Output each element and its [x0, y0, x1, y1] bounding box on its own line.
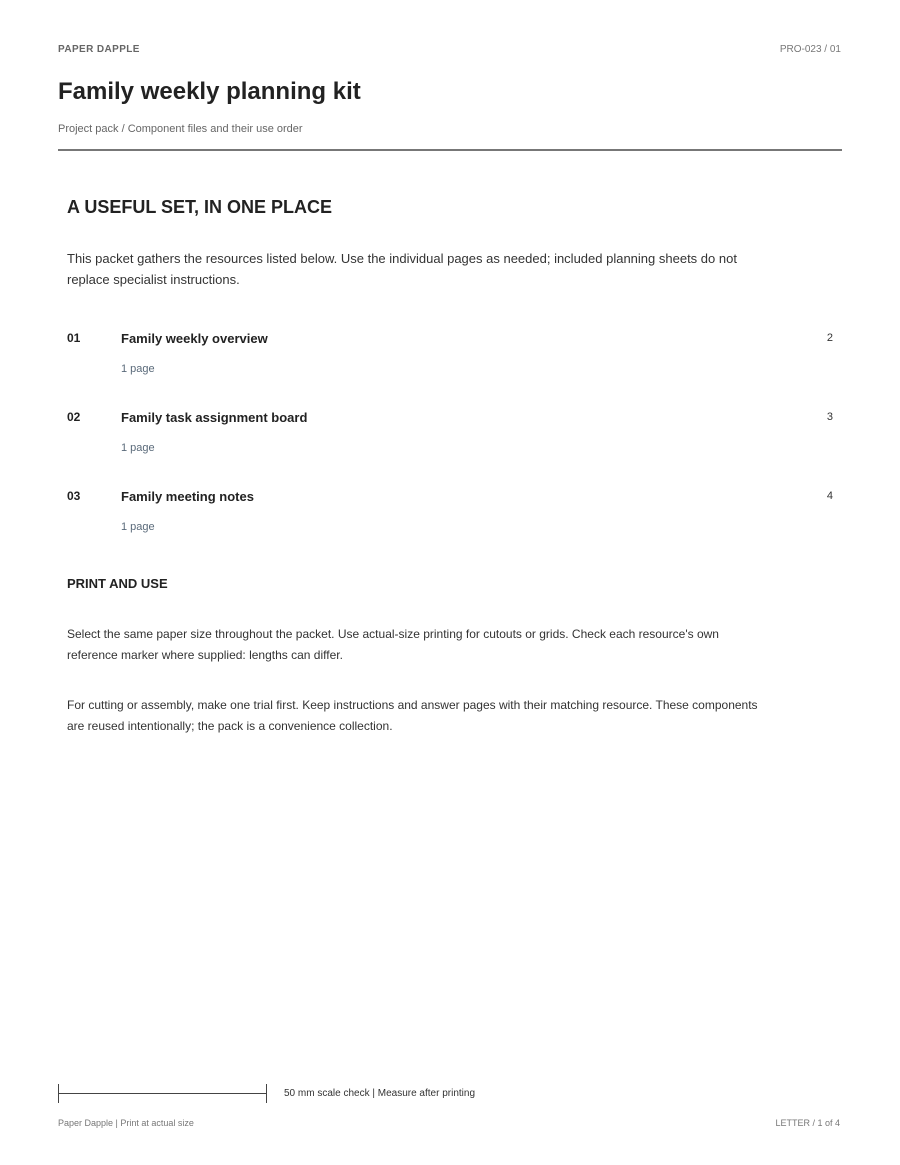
scale-tick-start: [58, 1084, 59, 1103]
page-subtitle: Project pack / Component files and their use order: [58, 123, 303, 135]
component-number: 01: [67, 331, 81, 345]
component-item: [67, 487, 833, 566]
component-number: 02: [67, 410, 81, 424]
brand-name: PAPER DAPPLE: [58, 44, 140, 55]
scale-check-caption: 50 mm scale check | Measure after printing: [284, 1088, 476, 1099]
scale-tick-end: [266, 1084, 267, 1103]
header-divider: [58, 149, 842, 151]
component-item: [67, 408, 833, 487]
component-name: Family meeting notes: [121, 489, 254, 504]
page-title: Family weekly planning kit: [58, 78, 361, 105]
scale-line: [58, 1093, 267, 1094]
component-page-number: 2: [826, 332, 833, 344]
component-name: Family weekly overview: [121, 331, 268, 346]
component-list: [67, 329, 833, 566]
component-page-number: 3: [826, 411, 833, 423]
print-use-heading: PRINT AND USE: [67, 576, 168, 591]
component-page-count: 1 page: [121, 363, 155, 375]
component-page-count: 1 page: [121, 442, 155, 454]
assembly-paragraph: For cutting or assembly, make one trial first. Keep instructions and answer pages with their matching resource. These components are reused intentionally; the pack is a convenience collection.: [67, 698, 758, 733]
document-code: PRO-023 / 01: [779, 44, 841, 55]
component-name: Family task assignment board: [121, 410, 308, 425]
component-number: 03: [67, 489, 81, 503]
print-use-paragraph: Select the same paper size throughout the packet. Use actual-size printing for cutouts or grids. Check each resource's own reference marker where supplied: lengths can differ.: [67, 627, 719, 662]
scale-check-bar: [58, 1084, 267, 1103]
intro-heading: A USEFUL SET, IN ONE PLACE: [67, 197, 333, 217]
component-page-number: 4: [826, 490, 833, 502]
component-item: [67, 329, 833, 408]
footer-page-info: LETTER / 1 of 4: [775, 1118, 840, 1128]
component-page-count: 1 page: [121, 521, 155, 533]
intro-paragraph: This packet gathers the resources listed below. Use the individual pages as needed; included planning sheets do not replace specialist instructions.: [67, 251, 737, 287]
footer-left-text: Paper Dapple | Print at actual size: [58, 1118, 194, 1128]
